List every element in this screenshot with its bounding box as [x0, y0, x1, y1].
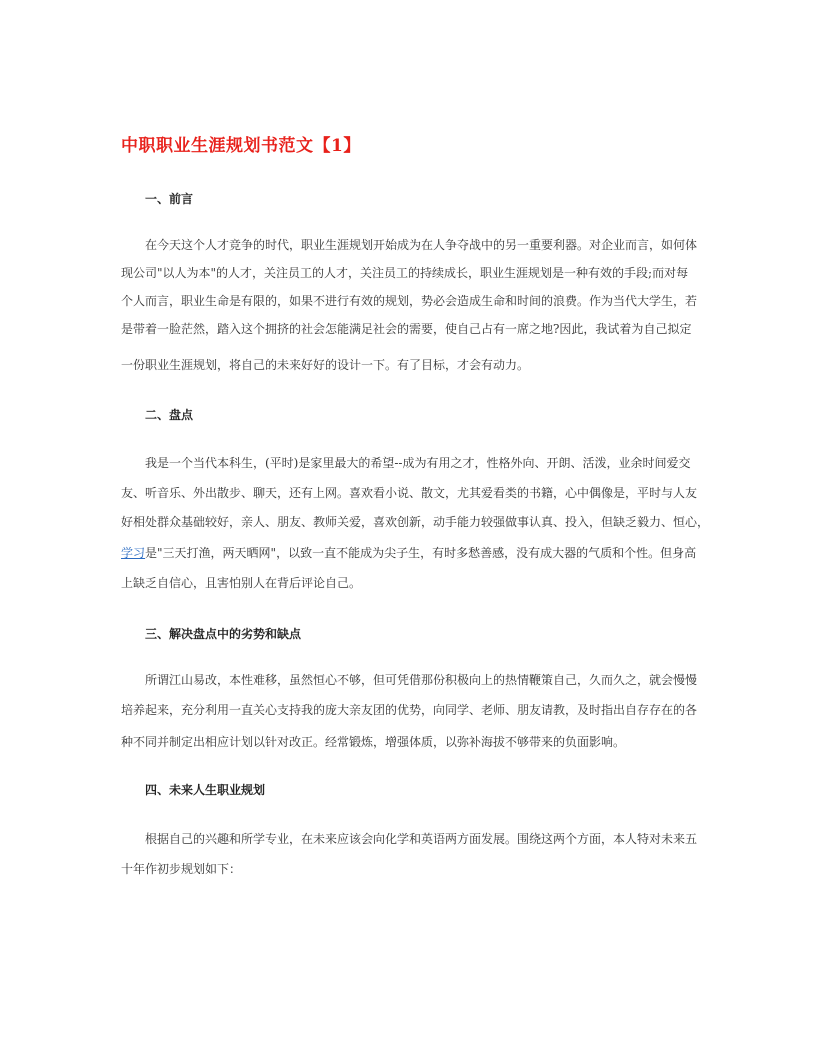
paragraph-line: 是带着一脸茫然，踏入这个拥挤的社会怎能满足社会的需要，使自己占有一席之地?因此，我试着为自己拟定 — [121, 322, 692, 336]
paragraph-line: 根据自己的兴趣和所学专业，在未来应该会向化学和英语两方面发展。围绕这两个方面，本人特对未来五 — [145, 832, 698, 846]
paragraph-line-with-link — [121, 545, 696, 561]
paragraph-line: 十年作初步规划如下： — [121, 862, 242, 876]
paragraph-line: 我是一个当代本科生，(平时)是家里最大的希望--成为有用之才，性格外向、开朗、活泼，业余时间爱交 — [145, 456, 691, 470]
paragraph-line: 培养起来，充分利用一直关心支持我的庞大亲友团的优势，向同学、老师、朋友请教，及时指出自存存在的各 — [121, 703, 698, 717]
paragraph-line: 个人而言，职业生命是有限的，如果不进行有效的规划，势必会造成生命和时间的浪费。作为当代大学生，若 — [121, 294, 698, 308]
paragraph-line: 在今天这个人才竞争的时代，职业生涯规划开始成为在人争夺战中的另一重要利器。对企业而言，如何体 — [145, 238, 698, 252]
link-suffix-text: 是 — [145, 546, 158, 560]
paragraph-line-text: "三天打渔，两天晒网"，以致一直不能成为尖子生，有时多愁善感，没有成大器的气质和个性。但身高 — [157, 546, 697, 560]
paragraph-line: 一份职业生涯规划，将自己的未来好好的设计一下。有了目标，才会有动力。 — [121, 358, 530, 372]
study-link[interactable]: 学习 — [121, 546, 146, 560]
section-heading-future-plan: 四、未来人生职业规划 — [145, 783, 266, 797]
paragraph-line: 种不同并制定出相应计划以针对改正。经常锻炼，增强体质，以弥补海拔不够带来的负面影响。 — [121, 735, 626, 749]
section-heading-solutions: 三、解决盘点中的劣势和缺点 — [145, 627, 302, 641]
section-heading-inventory: 二、盘点 — [145, 408, 194, 422]
document-title: 中职职业生涯规划书范文【1】 — [121, 136, 361, 156]
paragraph-line: 友、听音乐、外出散步、聊天，还有上网。喜欢看小说、散文，尤其爱看类的书籍，心中偶像是，平时与人友 — [121, 486, 698, 500]
section-heading-preface: 一、前言 — [145, 192, 194, 206]
paragraph-line: 现公司"以人为本"的人才，关注员工的人才，关注员工的持续成长，职业生涯规划是一种有效的手段;而对每 — [121, 266, 689, 280]
paragraph-line: 所谓江山易改，本性难移，虽然恒心不够，但可凭借那份积极向上的热情鞭策自己，久而久之，就会慢慢 — [145, 673, 698, 687]
paragraph-line: 上缺乏自信心，且害怕别人在背后评论自己。 — [121, 576, 362, 590]
paragraph-line: 好相处群众基础较好，亲人、朋友、教师关爱，喜欢创新，动手能力较强做事认真、投入，但缺乏毅力、恒心， — [121, 515, 710, 529]
